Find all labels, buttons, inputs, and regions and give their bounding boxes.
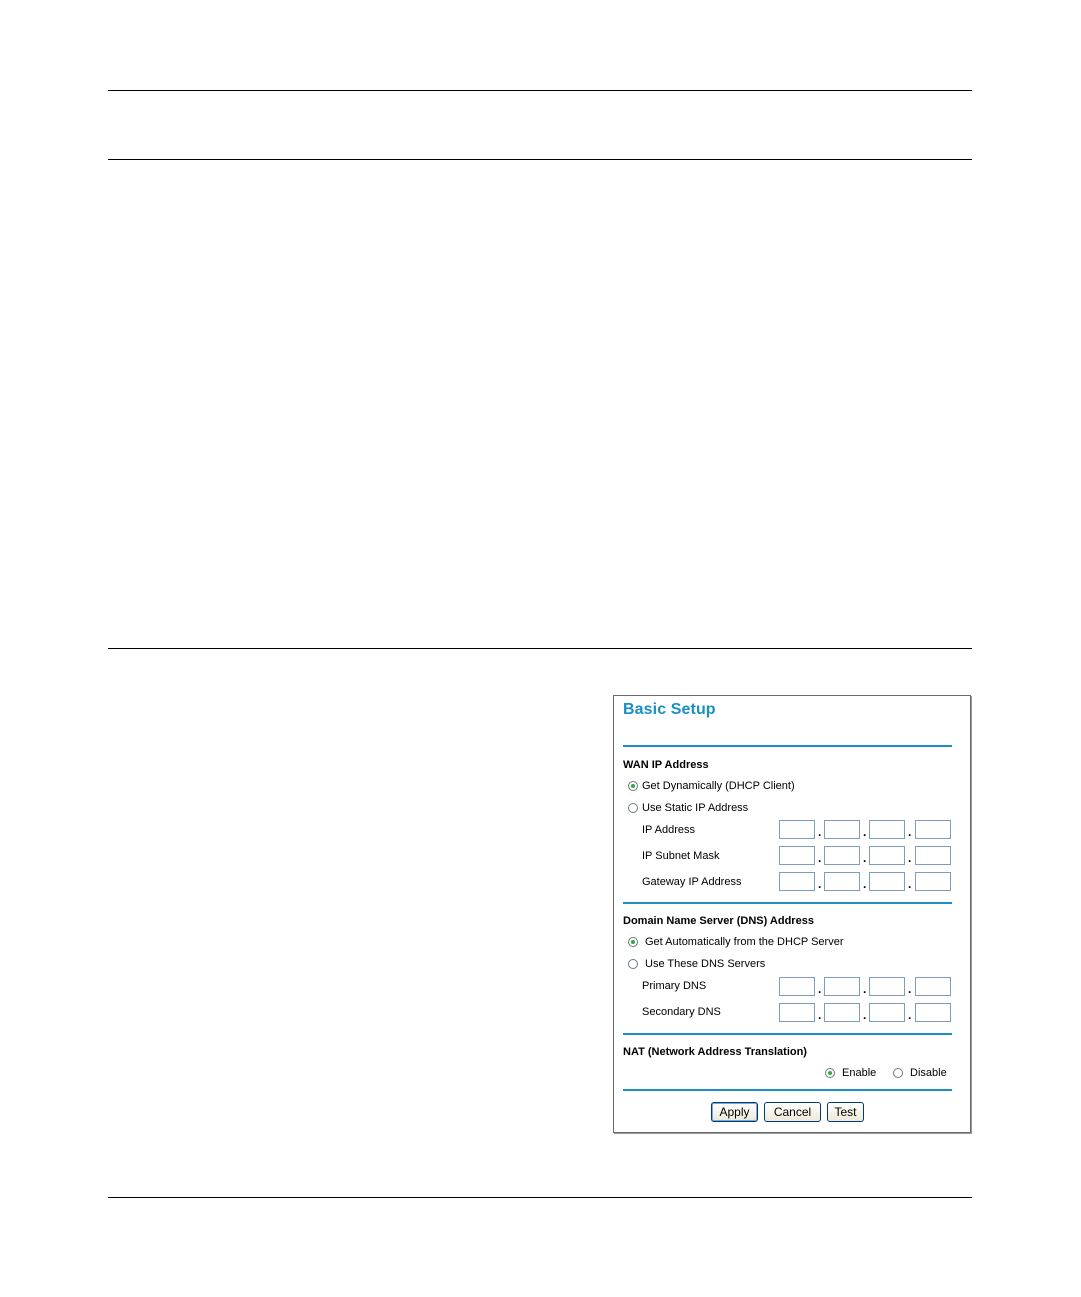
octet-separator: . (818, 851, 822, 865)
header-rule-top (108, 90, 972, 91)
subnet-mask-label: IP Subnet Mask (642, 850, 720, 862)
ip-address-octet-3[interactable] (869, 820, 905, 839)
primary-dns-label: Primary DNS (642, 980, 707, 992)
nat-enable-radio[interactable] (825, 1068, 835, 1078)
subnet-mask-octet-1[interactable] (779, 846, 815, 865)
test-button[interactable]: Test (827, 1102, 864, 1122)
nat-disable-radio[interactable] (893, 1068, 903, 1078)
secondary-dns-octet-4[interactable] (915, 1003, 951, 1022)
octet-separator: . (863, 877, 867, 891)
divider (623, 745, 952, 747)
octet-separator: . (908, 851, 912, 865)
nat-disable-label: Disable (910, 1067, 947, 1079)
ip-address-octet-4[interactable] (915, 820, 951, 839)
subnet-mask-octet-4[interactable] (915, 846, 951, 865)
footer-rule (108, 1197, 972, 1198)
ip-address-octet-1[interactable] (779, 820, 815, 839)
divider (623, 1089, 952, 1091)
ip-address-octet-2[interactable] (824, 820, 860, 839)
subnet-mask-octet-2[interactable] (824, 846, 860, 865)
dns-section-heading: Domain Name Server (DNS) Address (623, 915, 814, 927)
divider (623, 902, 952, 904)
nat-enable-label: Enable (842, 1067, 877, 1079)
section-rule (108, 648, 972, 649)
gateway-ip-label: Gateway IP Address (642, 876, 742, 888)
header-rule-bottom (108, 159, 972, 160)
apply-button[interactable]: Apply (711, 1102, 758, 1122)
octet-separator: . (818, 877, 822, 891)
subnet-mask-octet-3[interactable] (869, 846, 905, 865)
octet-separator: . (908, 982, 912, 996)
octet-separator: . (863, 851, 867, 865)
primary-dns-octet-4[interactable] (915, 977, 951, 996)
gateway-ip-octet-4[interactable] (915, 872, 951, 891)
octet-separator: . (908, 825, 912, 839)
gateway-ip-octet-2[interactable] (824, 872, 860, 891)
dns-auto-radio[interactable] (628, 937, 638, 947)
primary-dns-octet-3[interactable] (869, 977, 905, 996)
secondary-dns-octet-1[interactable] (779, 1003, 815, 1022)
page-title: Basic Setup (623, 701, 716, 718)
basic-setup-panel (613, 695, 971, 1133)
secondary-dns-octet-2[interactable] (824, 1003, 860, 1022)
nat-section-heading: NAT (Network Address Translation) (623, 1046, 807, 1058)
divider (623, 1033, 952, 1035)
dns-auto-label: Get Automatically from the DHCP Server (645, 936, 844, 948)
octet-separator: . (863, 982, 867, 996)
gateway-ip-octet-3[interactable] (869, 872, 905, 891)
wan-static-label: Use Static IP Address (642, 802, 749, 814)
octet-separator: . (863, 825, 867, 839)
secondary-dns-octet-3[interactable] (869, 1003, 905, 1022)
octet-separator: . (908, 1008, 912, 1022)
wan-section-heading: WAN IP Address (623, 759, 709, 771)
ip-address-label: IP Address (642, 824, 695, 836)
wan-dynamic-radio[interactable] (628, 781, 638, 791)
cancel-button[interactable]: Cancel (764, 1102, 821, 1122)
secondary-dns-label: Secondary DNS (642, 1006, 721, 1018)
octet-separator: . (818, 825, 822, 839)
wan-static-radio[interactable] (628, 803, 638, 813)
octet-separator: . (818, 982, 822, 996)
dns-manual-radio[interactable] (628, 959, 638, 969)
wan-dynamic-label: Get Dynamically (DHCP Client) (642, 780, 795, 792)
octet-separator: . (818, 1008, 822, 1022)
octet-separator: . (863, 1008, 867, 1022)
dns-manual-label: Use These DNS Servers (645, 958, 766, 970)
primary-dns-octet-1[interactable] (779, 977, 815, 996)
octet-separator: . (908, 877, 912, 891)
primary-dns-octet-2[interactable] (824, 977, 860, 996)
gateway-ip-octet-1[interactable] (779, 872, 815, 891)
